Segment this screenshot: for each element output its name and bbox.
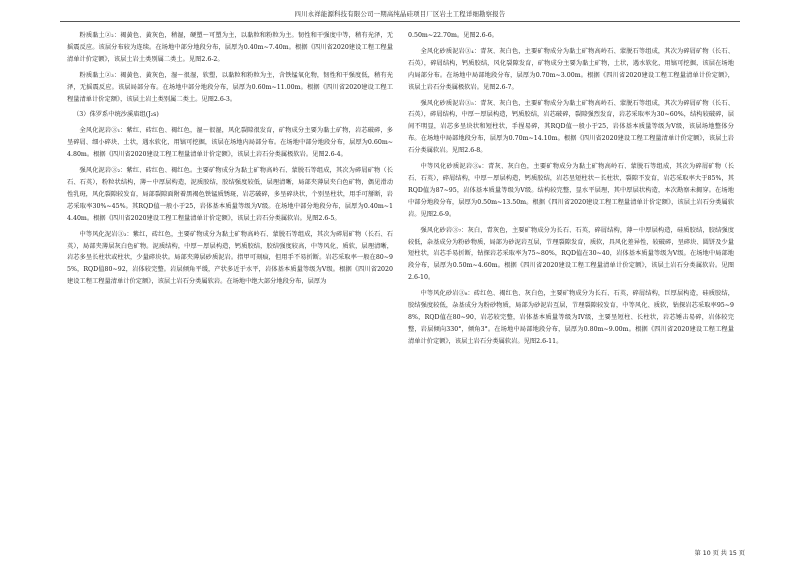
paragraph-fully-weathered-sandy-mudstone: 全风化砂质泥岩③₄：青灰、灰白色，主要矿物成分为黏土矿物高岭石、蒙脱石等组成，其次为碎屑矿物（长石、石英），碎屑结构，钙质胶结，风化裂隙发育，矿物成分主要为黏土矿物，土状，遇水软化，用镐可挖掘，该层在场地内局部分布。在场地中局部地段分布，层厚为0.70m~3.00m。根据《四川省2020建设工程工程量清单计价定额》，该层土岩石分类属极软岩。见图2.6-7。 <box>408 47 734 91</box>
report-header: 四川永祥能源科技有限公司一期高纯晶硅项目厂区岩土工程详细勘察报告 <box>294 10 506 18</box>
section-heading-jurassic: （3）侏罗系中统沙溪庙组(J₂s) <box>73 111 159 119</box>
right-column <box>408 30 734 352</box>
header-divider <box>60 21 740 22</box>
paragraph-moderately-weathered-mudstone: 中等风化泥岩③₃：紫红，砖红色，主要矿物成分为黏土矿物高岭石、蒙脱石等组成，其次为碎屑矿物（长石、石英），局部夹薄层灰白色矿物。泥质结构，中厚～厚层构造，钙质胶结，胶结强度较高，中等风化，质软，层理清晰，岩芯多呈长柱状或柱状，少量碎块状。局部夹薄层砂质泥岩。指甲可刻痕，但用手不易折断。岩芯采取率一般在80~95%，RQD值80~92，岩体较完整。岩层倾角平缓，产状多近于水平，岩体基本质量等级为V级。根据《四川省2020建设工程工程量清单计价定额》，该层土岩石分类属软岩。在场地中绝大部分地段分布，层厚为 <box>67 230 393 286</box>
paragraph-strongly-weathered-mudstone: 强风化泥岩③₂：紫红、砖红色、褐红色。主要矿物成分为黏土矿物高岭石、蒙脱石等组成，其次为碎屑矿物（长石、石英），粉粒状结构，薄～中厚层构造，泥质胶结，胶结强度较低，层理清晰，局部夹薄层夹白色矿物，偶见滑动性乳斑，风化裂隙较发育，局部裂隙面附着黑褐色铁锰质锈斑，岩芯破碎，多呈碎块状，个别呈柱状，用手可掰断，岩芯采取率30%~45%。其RQD值一般小于25，岩体基本质量等级为V级。在场地中部分地段分布，层厚为0.40m~14.40m。根据《四川省2020建设工程工程量清单计价定额》，该层土岩石分类属软岩。见图2.6-5。 <box>67 167 393 222</box>
paragraph-continuation: 0.50m~22.70m。见图2.6-6。 <box>408 32 498 39</box>
page-number: 第 10 页 共 15 页 <box>694 550 745 557</box>
left-column <box>67 30 393 292</box>
paragraph-silty-clay-2-2: 粉质黏土②₂：褐黄色、黄灰色，稍湿，硬塑～可塑为主，以黏粒和粉粒为主。韧性和干强度中等，稍有光泽，无摇震反应。该层分布较为连续。在场地中部分地段分布，层厚为0.40m~7.40m。根据《四川省2020建设工程工程量清单计价定额》，该层土岩土类别属二类土。见图2.6-2。 <box>67 32 393 63</box>
paragraph-strongly-weathered-sandy-mudstone: 强风化砂质泥岩③₅：青灰、灰白色，主要矿物成分为黏土矿物高岭石、蒙脱石等组成，其次为碎屑矿物（长石、石英），碎屑结构，中厚～厚层构造，钙质胶结，岩芯破碎，裂隙强烈发育，岩芯采取率为30~60%，结构较破碎，层间不明显，岩芯多呈块状和短柱状，手捏易碎，其RQD值一般小于25，岩体基本质量等级为V级，该层场地整体分布。在场地中局部地段分布，层厚为0.70m~14.10m。根据《四川省2020建设工程工程量清单计价定额》，该层土岩石分类属软岩。见图2.6-8。 <box>408 99 734 155</box>
paragraph-strongly-weathered-sandstone: 强风化砂岩③₇：灰白，青灰色，主要矿物成分为长石、石英，碎屑结构，薄～中厚层构造，硅质胶结，胶结强度较低，杂基成分为粉砂物质，局部为砂泥岩互层，节理裂隙发育，质软，具风化差异性，较破碎，呈碎块、圆饼及少量短柱状，岩芯手易折断，钻探岩芯采取率为75~80%，RQD值在30~40，岩体基本质量等级为V级。在场地中局部地段分布，层厚为0.50m~4.60m。根据《四川省2020建设工程工程量清单计价定额》，该层土岩石分类属软岩。见图2.6-10。 <box>408 226 734 282</box>
paragraph-silty-clay-2-3: 粉质黏土②₃：褐黄色、黄灰色，湿～很湿，软塑，以黏粒和粉粒为主，含铁锰氧化物，韧性和干强度低，稍有光泽，无摇震反应。该层局部分布。在场地中部分地段分布，层厚为0.60m~11.00m。根据《四川省2020建设工程工程量清单计价定额》，该层土岩土类别属二类土。见图2.6-3。 <box>67 71 393 103</box>
paragraph-moderately-weathered-sandstone: 中等风化砂岩③₈：砖红色、褐红色、灰白色，主要矿物成分为长石、石英，碎屑结构，巨厚层构造，硅质胶结，胶结强度较低，杂基成分为粉砂物质，局部为砂泥岩互层，节理裂隙较发育，中等风化、质软，钻探岩芯采取率95~98%，RQD值在80~90，岩芯较完整，岩体基本质量等级为IV级，主要呈短柱、长柱状，岩芯锤击易碎，岩体较完整，岩层倾向330°，倾角3°。在场地中局部地段分布，层厚为0.80m~9.00m。根据《四川省2020建设工程工程量清单计价定额》，该层土岩石分类属软岩。见图2.6-11。 <box>408 290 734 345</box>
paragraph-fully-weathered-mudstone: 全风化泥岩③₁：紫红、砖红色、褐红色，湿～很湿，风化裂隙很发育，矿物成分主要为黏土矿物，岩芯破碎，多呈碎屑、细小碎块、土状，遇水软化，用镐可挖掘，该层在场地内局部分布。在场地中部分地段分布，层厚为0.60m~4.80m。根据《四川省2020建设工程工程量清单计价定额》，该层土岩石分类属极软岩。见图2.6-4。 <box>67 127 393 159</box>
paragraph-moderately-weathered-sandy-mudstone: 中等风化砂质泥岩③₆：青灰、灰白色，主要矿物成分为黏土矿物高岭石、蒙脱石等组成，其次为碎屑矿物（长石、石英），碎屑结构，中厚～厚层构造，钙质胶结，岩芯呈短柱状～长柱状，裂隙不发育，岩芯采取率大于85%，其RQD值为87~95，岩体基本质量等级为V级。结构较完整，显水平层理，其中厚层状构造，本次勘察未揭穿。在场地中部分地段分布，层厚为0.50m~13.50m。根据《四川省2020建设工程工程量清单计价定额》，该层土岩石分类属软岩。见图2.6-9。 <box>408 163 734 218</box>
